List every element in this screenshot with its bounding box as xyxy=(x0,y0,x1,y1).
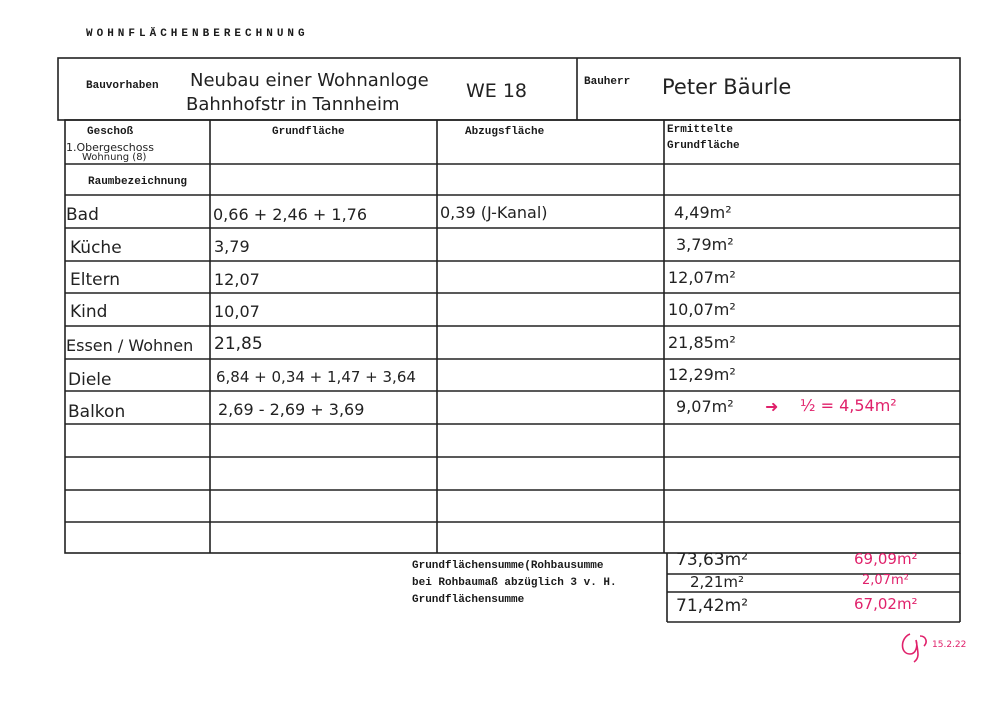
summary-line3: Grundflächensumme xyxy=(412,594,525,606)
floor-label: Geschoß xyxy=(87,126,134,138)
owner-name: Peter Bäurle xyxy=(662,75,792,99)
summary-final-corrected: 67,02m² xyxy=(854,595,918,613)
room-name: Kind xyxy=(70,302,108,322)
floor-value-2: Wohnung (8) xyxy=(82,152,147,163)
area-label: Grundfläche xyxy=(272,126,345,138)
area-value: 2,69 - 2,69 + 3,69 xyxy=(218,400,365,419)
signature-date: 15.2.22 xyxy=(932,640,967,650)
arrow-right-icon: ➜ xyxy=(765,397,779,416)
summary-final: 71,42m² xyxy=(676,596,749,616)
result-value: 21,85m² xyxy=(668,333,736,352)
project-label: Bauvorhaben xyxy=(86,80,159,92)
summary-total-corrected: 69,09m² xyxy=(854,550,918,568)
result-value: 10,07m² xyxy=(668,300,736,319)
area-value: 3,79 xyxy=(214,237,250,256)
deduction-label: Abzugsfläche xyxy=(465,126,545,138)
project-line1: Neubau einer Wohnanloge xyxy=(190,70,429,91)
summary-total: 73,63m² xyxy=(676,550,749,570)
room-name: Essen / Wohnen xyxy=(66,336,194,355)
balcony-half-note: ½ = 4,54m² xyxy=(800,396,897,415)
summary-line1: Grundflächensumme(Rohbausumme xyxy=(412,560,604,572)
area-value: 6,84 + 0,34 + 1,47 + 3,64 xyxy=(216,368,416,386)
result-label-1: Ermittelte xyxy=(667,124,734,136)
form-title: WOHNFLÄCHENBERECHNUNG xyxy=(86,28,309,40)
unit-number: WE 18 xyxy=(466,80,528,102)
result-value: 4,49m² xyxy=(674,203,732,222)
result-label-2: Grundfläche xyxy=(667,140,740,152)
project-line2: Bahnhofstr in Tannheim xyxy=(186,94,400,115)
area-value: 0,66 + 2,46 + 1,76 xyxy=(213,205,368,224)
result-value: 9,07m² xyxy=(676,397,734,416)
room-label: Raumbezeichnung xyxy=(88,176,188,188)
summary-deduct: 2,21m² xyxy=(690,573,745,591)
area-value: 12,07 xyxy=(214,270,260,289)
room-name: Eltern xyxy=(70,270,121,290)
owner-label: Bauherr xyxy=(584,76,631,88)
summary-deduct-corrected: 2,07m² xyxy=(862,573,909,588)
area-value: 10,07 xyxy=(214,302,260,321)
room-name: Diele xyxy=(68,370,112,390)
deduction-value: 0,39 (J-Kanal) xyxy=(440,203,548,222)
summary-line2: bei Rohbaumaß abzüglich 3 v. H. xyxy=(412,577,617,589)
result-value: 3,79m² xyxy=(676,235,734,254)
signature xyxy=(896,628,936,664)
result-value: 12,29m² xyxy=(668,365,736,384)
room-name: Bad xyxy=(66,205,99,225)
room-name: Küche xyxy=(70,238,122,258)
result-value: 12,07m² xyxy=(668,268,736,287)
floor-value-1: 1.Obergeschoss xyxy=(66,141,154,154)
area-value: 21,85 xyxy=(214,334,263,354)
room-name: Balkon xyxy=(68,402,126,422)
